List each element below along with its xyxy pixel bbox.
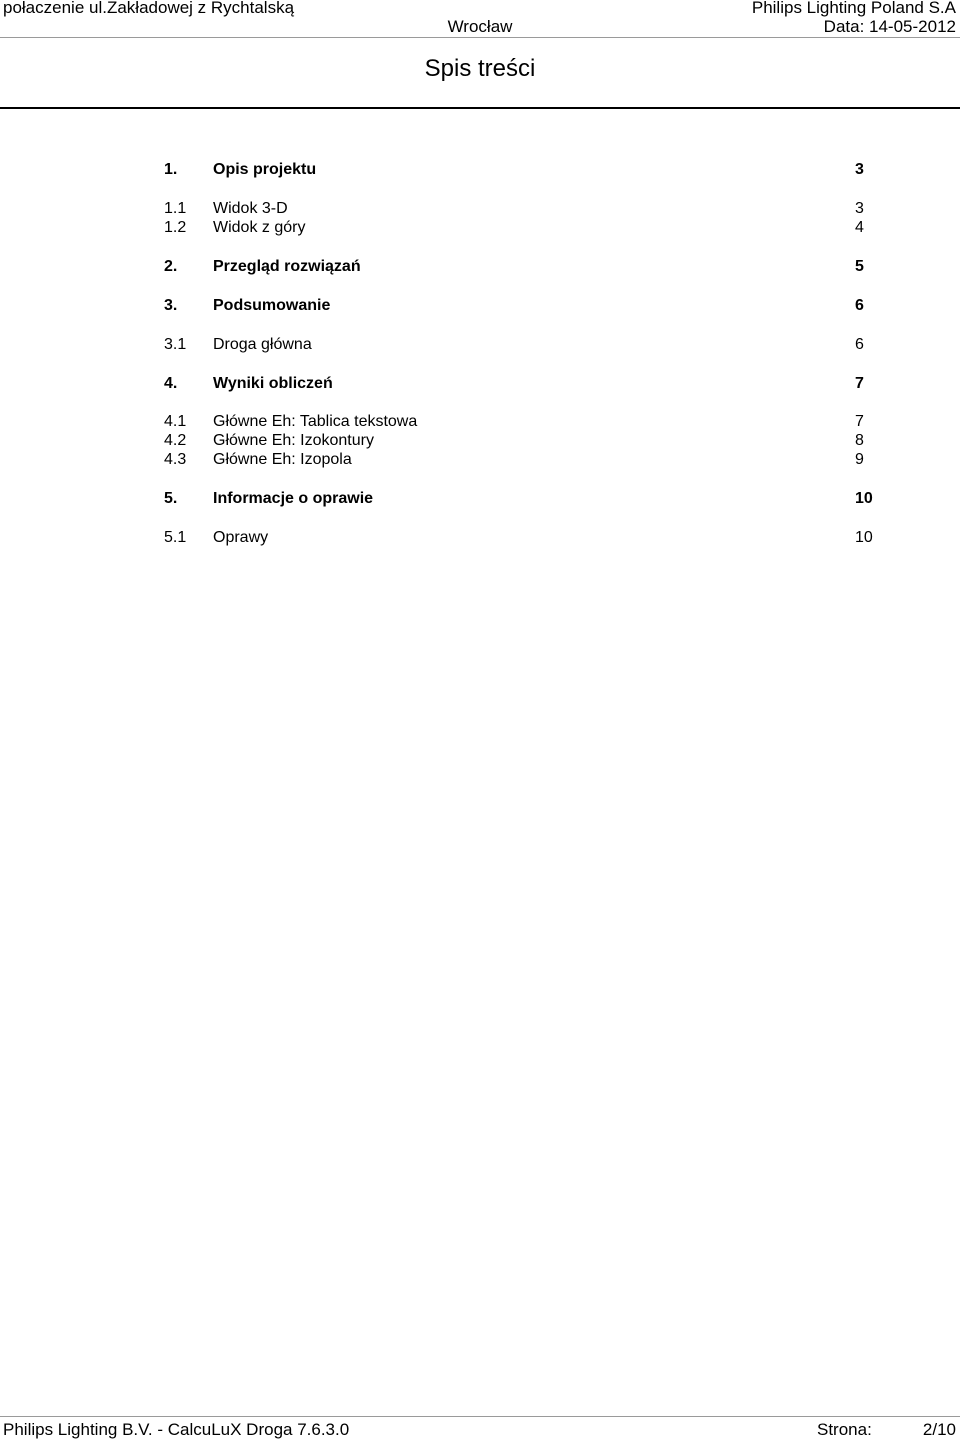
toc-entry-number: 4.3 bbox=[164, 451, 187, 468]
toc-entry[interactable] bbox=[164, 160, 884, 180]
toc-entry-number: 3.1 bbox=[164, 336, 187, 353]
toc-entry-page: 7 bbox=[855, 375, 864, 392]
toc-entry-number: 4.2 bbox=[164, 432, 187, 449]
toc-entry-title: Widok z góry bbox=[213, 219, 306, 236]
toc-entry[interactable] bbox=[164, 257, 884, 277]
toc-entry[interactable] bbox=[164, 335, 884, 355]
footer-page-number: 2/10 bbox=[922, 1420, 956, 1439]
header-date: Data: 14-05-2012 bbox=[823, 17, 956, 36]
footer-divider bbox=[0, 1416, 960, 1417]
toc-entry-page: 9 bbox=[855, 451, 864, 468]
toc-entry-number: 2. bbox=[164, 258, 178, 275]
toc-entry[interactable] bbox=[164, 296, 884, 316]
toc-entry-page: 6 bbox=[855, 336, 864, 353]
toc-entry-page: 7 bbox=[855, 413, 864, 430]
header-company: Philips Lighting Poland S.A bbox=[751, 0, 956, 17]
toc-entry-title: Przegląd rozwiązań bbox=[213, 258, 361, 275]
toc-entry-number: 3. bbox=[164, 297, 178, 314]
toc-entry-title: Widok 3-D bbox=[213, 200, 288, 217]
toc-entry-title: Informacje o oprawie bbox=[213, 490, 374, 507]
footer-page-label: Strona: bbox=[817, 1420, 872, 1439]
toc-entry-title: Opis projektu bbox=[213, 161, 317, 178]
toc-entry-title: Główne Eh: Tablica tekstowa bbox=[213, 413, 418, 430]
toc-entry-number: 1.2 bbox=[164, 219, 187, 236]
toc-entry[interactable] bbox=[164, 528, 884, 548]
toc-entry-title: Wyniki obliczeń bbox=[213, 375, 333, 392]
toc-entry-title: Podsumowanie bbox=[213, 297, 331, 314]
toc-entry-number: 1.1 bbox=[164, 200, 187, 217]
toc-entry-page: 10 bbox=[855, 529, 873, 546]
toc-entry-page: 8 bbox=[855, 432, 864, 449]
toc-entry-title: Główne Eh: Izokontury bbox=[213, 432, 374, 449]
toc-entry[interactable] bbox=[164, 374, 884, 394]
toc-entry-number: 4.1 bbox=[164, 413, 187, 430]
toc-entry-number: 4. bbox=[164, 375, 178, 392]
toc-entry[interactable] bbox=[164, 489, 884, 509]
toc-entry-number: 5. bbox=[164, 490, 178, 507]
toc-entry[interactable] bbox=[164, 450, 884, 470]
toc-entry-number: 5.1 bbox=[164, 529, 187, 546]
toc-entry[interactable] bbox=[164, 218, 884, 238]
toc-entry-page: 10 bbox=[855, 490, 873, 507]
toc-entry-page: 5 bbox=[855, 258, 864, 275]
page-title: Spis treści bbox=[424, 55, 536, 82]
header-divider bbox=[0, 37, 960, 38]
header-city: Wrocław bbox=[447, 17, 513, 36]
toc-entry-page: 6 bbox=[855, 297, 864, 314]
toc-entry-title: Główne Eh: Izopola bbox=[213, 451, 352, 468]
toc-entry-number: 1. bbox=[164, 161, 178, 178]
toc-entry-page: 4 bbox=[855, 219, 864, 236]
toc-entry-title: Oprawy bbox=[213, 529, 269, 546]
toc-entry-page: 3 bbox=[855, 200, 864, 217]
title-divider bbox=[0, 107, 960, 109]
header-project-name: połaczenie ul.Zakładowej z Rychtalską bbox=[3, 0, 295, 17]
toc-entry[interactable] bbox=[164, 431, 884, 451]
toc-entry[interactable] bbox=[164, 412, 884, 432]
footer-software: Philips Lighting B.V. - CalcuLuX Droga 7.6.3.0 bbox=[3, 1420, 350, 1439]
toc-entry[interactable] bbox=[164, 199, 884, 219]
toc-entry-title: Droga główna bbox=[213, 336, 312, 353]
toc-entry-page: 3 bbox=[855, 161, 864, 178]
